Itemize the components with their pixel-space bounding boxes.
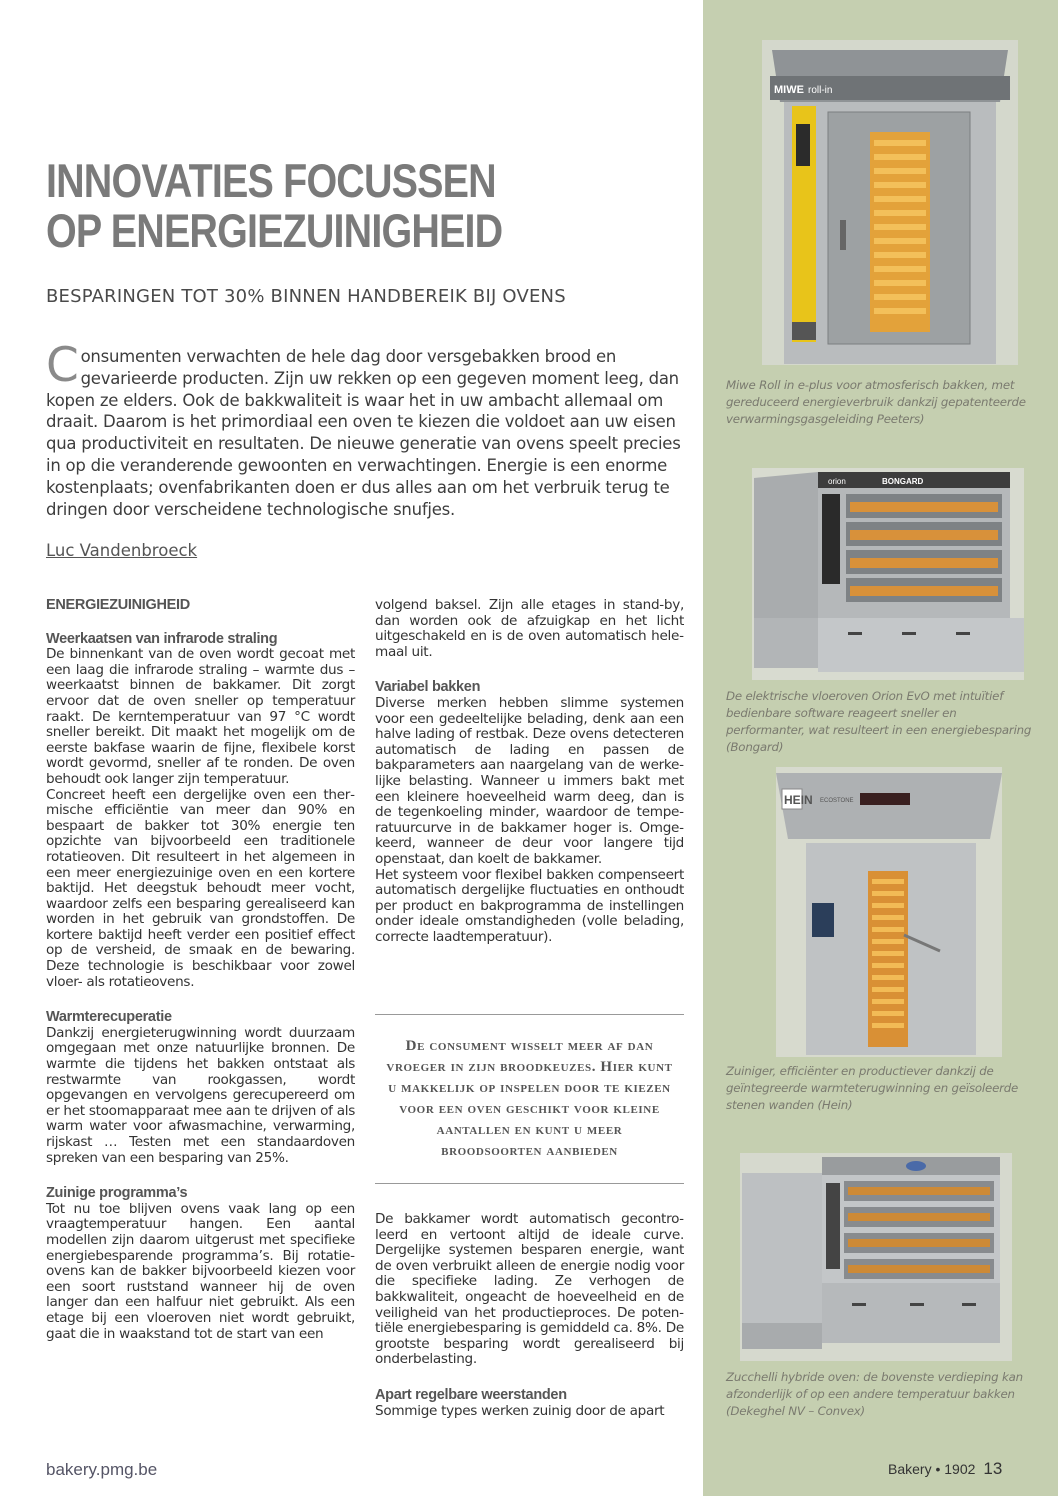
column-right: [375, 598, 684, 945]
page-title: INNOVATIES FOCUSSEN OP ENERGIEZUINIGHEID: [46, 154, 503, 257]
heading-programs: Zuinige programma’s: [46, 1185, 188, 1202]
paragraph: Sommige types werken zuinig door de apart: [375, 1402, 665, 1419]
heading-variable-baking: Variabel bakken: [375, 679, 481, 696]
pull-quote-text: De consument wisselt meer af dan vroeger in zijn broodkeuzes. Hier kunt u makkelijk op inspelen door te kiezen voor een oven geschikt voor kleine aantallen en kunt u meer broodsoorten aanbieden: [386, 1038, 673, 1159]
hein-oven-image: [776, 767, 1002, 1057]
bongard-brand: BONGARD: [882, 477, 924, 486]
bongard-model: orion: [828, 477, 846, 486]
caption-miwe: Miwe Roll in e-plus voor atmosferisch bakken, met gereduceerd energieverbruik dankzij gepatenteerde verwarmingsgasgeleiding Peeters): [726, 378, 1026, 426]
bongard-oven-image: [752, 468, 1024, 680]
lead-paragraph: [46, 338, 686, 520]
paragraph: De bakkamer wordt automatisch gecontroleerd en vertoont altijd de ideale curve. Dergelijke systemen besparen energie, want de oven verbruikt alleen de energie nodig voor die specifieke lading. Ze verhogen de bakkwaliteit, ongeacht de hoeveelheid en de veiligheid van het productieproces. De potentiële energiebesparing is gemiddeld ca. 8%. De grootste besparing wordt gerealiseerd bij onderbelasting.: [375, 1211, 684, 1368]
paragraph: Tot nu toe blijven ovens vaak lang op een vraagtemperatuur hangen. Een aantal modellen zijn daarom uitgerust met specifieke energiebesparende programma’s. Bij rotatieovens kan de bakker bijvoorbeeld kiezen voor een soort ruststand wanneer hij de oven langer dan een halfuur niet gebruikt. Als een etage bij een vloeroven niet wordt gebruikt, gaat die in waakstand tot de start van een: [46, 1200, 355, 1342]
page-number: 13: [983, 1459, 1003, 1478]
heading-heat-recovery: Warmterecuperatie: [46, 1009, 172, 1026]
page-footer: [888, 1459, 1002, 1479]
zucchelli-oven-image: [740, 1153, 1012, 1361]
caption-hein: Zuiniger, efficiënter en productiever dankzij de geïntegreerde warmteterugwinning en geïsoleerde stenen wanden (Hein): [726, 1064, 1019, 1112]
column-right-lower: [375, 1212, 684, 1419]
paragraph: Het systeem voor flexibel bakken compenseert automatisch dergelijke fluctuaties en onthoudt per product en bakprogramma de instellingen onder ideale omstandigheden (volle belading, correcte laadtemperatuur).: [375, 866, 684, 945]
paragraph: Concreet heeft een dergelijke oven een thermische efficiëntie van meer dan 90% en bespaart de bakker tot 30% energie ten opzichte van bijvoorbeeld een traditionele rotatieoven. Dit resulteert in het algemeen in een meer energiezuinige oven en een kortere baktijd. Het deegstuk behoudt meer vocht, waardoor zelfs een besparing gerealiseerd kan worden in het gebruik van grondstoffen. De kortere baktijd heeft verder een positief effect op de versheid, de smaak en de bewaring. Deze technologie is beschikbaar voor zowel vloer- als rotatieovens.: [46, 786, 355, 990]
paragraph: De binnenkant van de oven wordt gecoat met een laag die infrarode straling – warmte dus – weerkaatst binnen de bakkamer. Dit zorgt ervoor dat de oven sneller op temperatuur raakt. De kerntemperatuur van 97 °C wordt sneller bereikt. Dit maakt het mogelijk om de eerste bakfase waarin de fijne, flexibele korst wordt gevormd, sneller af te ronden. De oven behoudt ook langer zijn temperatuur.: [46, 646, 355, 787]
website-link[interactable]: bakery.pmg.be: [46, 1460, 158, 1479]
caption-bongard: De elektrische vloeroven Orion EvO met intuïtief bedienbare software reageert sneller en performanter, wat resulteert in een energiebesparing (Bongard): [726, 689, 1032, 754]
heading-infrared: Weerkaatsen van infrarode straling: [46, 630, 278, 647]
author-link[interactable]: Luc Vandenbroeck: [46, 541, 198, 560]
dropcap: C: [46, 338, 79, 393]
lead-text: onsumenten verwachten de hele dag door versgebakken brood en gevarieerde producten. Zijn uw rekken op een gegeven moment leeg, dan kopen ze elders. Ook de bakkwaliteit is waar het in uw ambacht allemaal om draait. Daarom is het primordiaal een oven te kiezen die voldoet aan uw eisen qua productiviteit en resultaten. De nieuwe generatie van ovens speelt precies in op die veranderende gewoonten en verwachtingen. Energie is een enorme kostenplaats; ovenfabrikanten doen er dus alles aan om het verbruik terug te dringen door verscheidene technologische snufjes.: [46, 347, 681, 519]
section-title: ENERGIEZUINIGHEID: [46, 597, 190, 613]
paragraph: Diverse merken hebben slimme systemen voor een gedeeltelijke belading, denk aan een halve lading of restbak. Deze ovens detecteren automatisch de lading en passen de bakparameters aan naargelang van de werkelijke belasting. Wanneer u immers bakt met een kleinere hoeveelheid warm deeg, dan is de tegenkoeling minder, waardoor de temperatuurcurve in de bakkamer hoger is. Omgekeerd, wanneer de deur voor langere tijd openstaat, dan koelt de bakkamer.: [375, 694, 684, 867]
subtitle: BESPARINGEN TOT 30% BINNEN HANDBEREIK BIJ OVENS: [46, 286, 566, 307]
caption-zucchelli: Zucchelli hybride oven: de bovenste verdieping kan afzonderlijk of op een andere temperatuur bakken (Dekeghel NV – Convex): [726, 1370, 1023, 1418]
paragraph: volgend baksel. Zijn alle etages in stand-by, dan worden ook de afzuigkap en het licht uitgeschakeld en is de oven automatisch helemaal uit.: [375, 597, 684, 660]
hein-model: ECOSTONE: [820, 798, 854, 804]
issue-label: Bakery • 1902: [888, 1461, 976, 1477]
pull-quote: [375, 1014, 684, 1184]
paragraph: Dankzij energieterugwinning wordt duurzaam omgegaan met onze natuurlijke bronnen. De warmte die tijdens het bakken ontstaat als restwarmte van rookgassen, wordt opgevangen en vervolgens gerecupereerd om er het stoomapparaat mee aan te drijven of als warm water voor afwasmachine, verwarming, rijskast … Testen met een standaardoven spreken van een besparing van 25%.: [46, 1024, 355, 1166]
miwe-brand: MIWE: [774, 84, 804, 96]
hein-brand: HEIN: [784, 793, 813, 807]
miwe-model: roll-in: [808, 85, 833, 96]
column-left: [46, 598, 355, 1342]
miwe-oven-image: [762, 40, 1018, 365]
heading-resistors: Apart regelbare weerstanden: [375, 1386, 567, 1403]
